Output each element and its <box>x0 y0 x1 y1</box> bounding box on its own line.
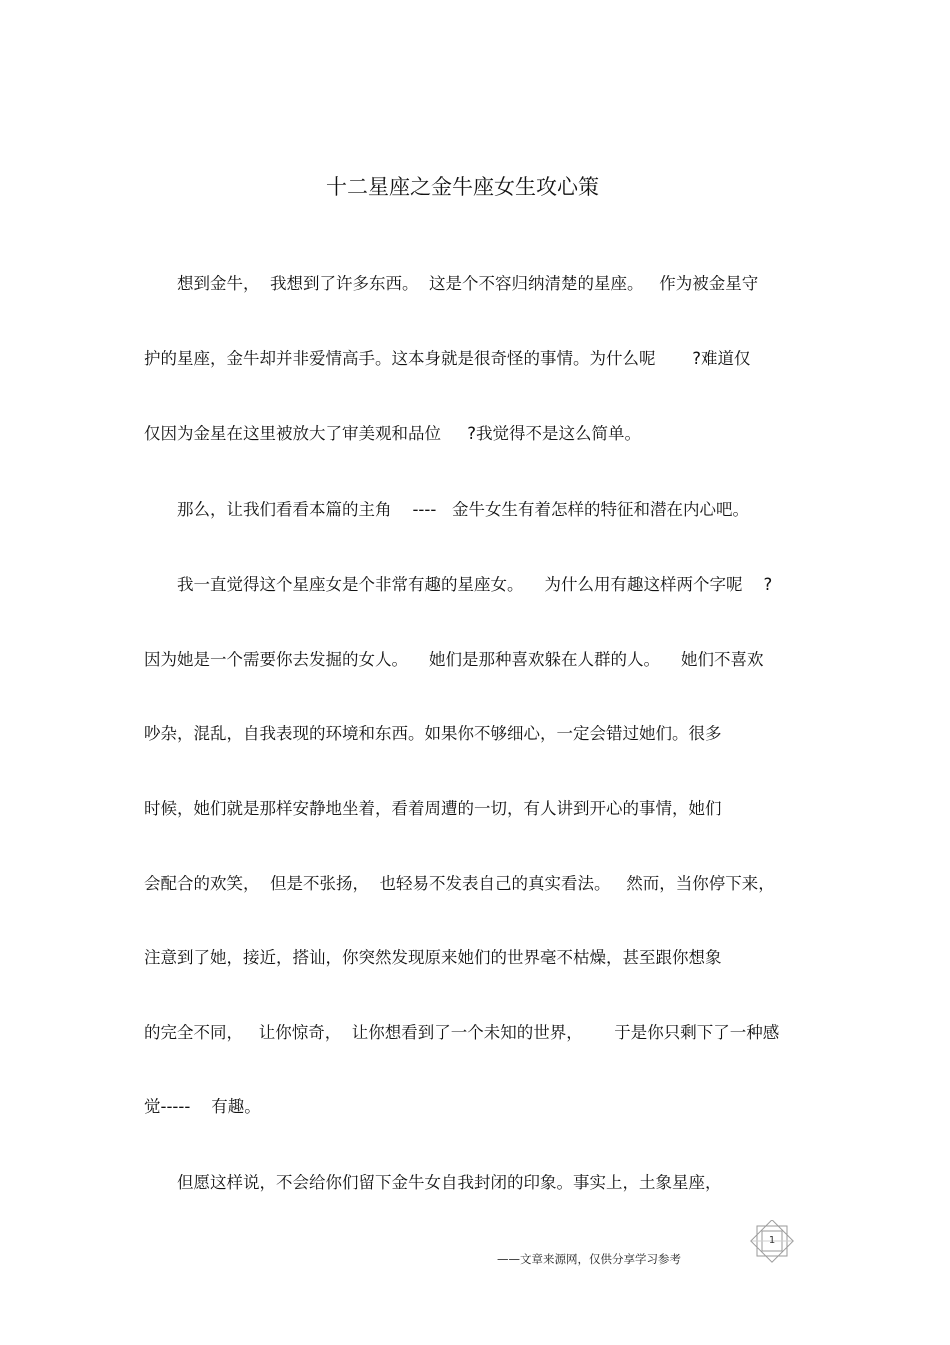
body-line: 那么，让我们看看本篇的主角 ---- 金牛女生有着怎样的特征和潜在内心吧。 <box>144 500 750 519</box>
body-line: 觉----- 有趣。 <box>144 1097 261 1116</box>
body-line: 的完全不同， 让你惊奇， 让你想看到了一个未知的世界， 于是你只剩下了一种感 <box>144 1023 780 1042</box>
body-line: 想到金牛， 我想到了许多东西。 这是个不容归纳清楚的星座。 作为被金星守 <box>144 274 759 293</box>
body-line: 护的星座，金牛却并非爱情高手。这本身就是很奇怪的事情。为什么呢 ?难道仅 <box>144 349 751 368</box>
source-note: ——文章来源网，仅供分享学习参考 <box>497 1252 681 1266</box>
body-line: 注意到了她，接近，搭讪，你突然发现原来她们的世界毫不枯燥，甚至跟你想象 <box>144 948 722 967</box>
body-line: 因为她是一个需要你去发掘的女人。 她们是那种喜欢躲在人群的人。 她们不喜欢 <box>144 650 764 669</box>
body-line: 仅因为金星在这里被放大了审美观和品位 ?我觉得不是这么简单。 <box>144 424 641 443</box>
body-line: 时候，她们就是那样安静地坐着，看着周遭的一切，有人讲到开心的事情，她们 <box>144 799 722 818</box>
page-number: 1 <box>768 1235 776 1246</box>
body-line: 但愿这样说，不会给你们留下金牛女自我封闭的印象。事实上，土象星座， <box>144 1173 722 1192</box>
body-line: 会配合的欢笑， 但是不张扬， 也轻易不发表自己的真实看法。 然而，当你停下来， <box>144 874 775 893</box>
page-number-badge <box>748 1220 796 1264</box>
body-line: 吵杂，混乱，自我表现的环境和东西。如果你不够细心，一定会错过她们。很多 <box>144 724 722 743</box>
body-line: 我一直觉得这个星座女是个非常有趣的星座女。 为什么用有趣这样两个字呢 ? <box>144 575 773 594</box>
document-title: 十二星座之金牛座女生攻心策 <box>326 175 599 199</box>
